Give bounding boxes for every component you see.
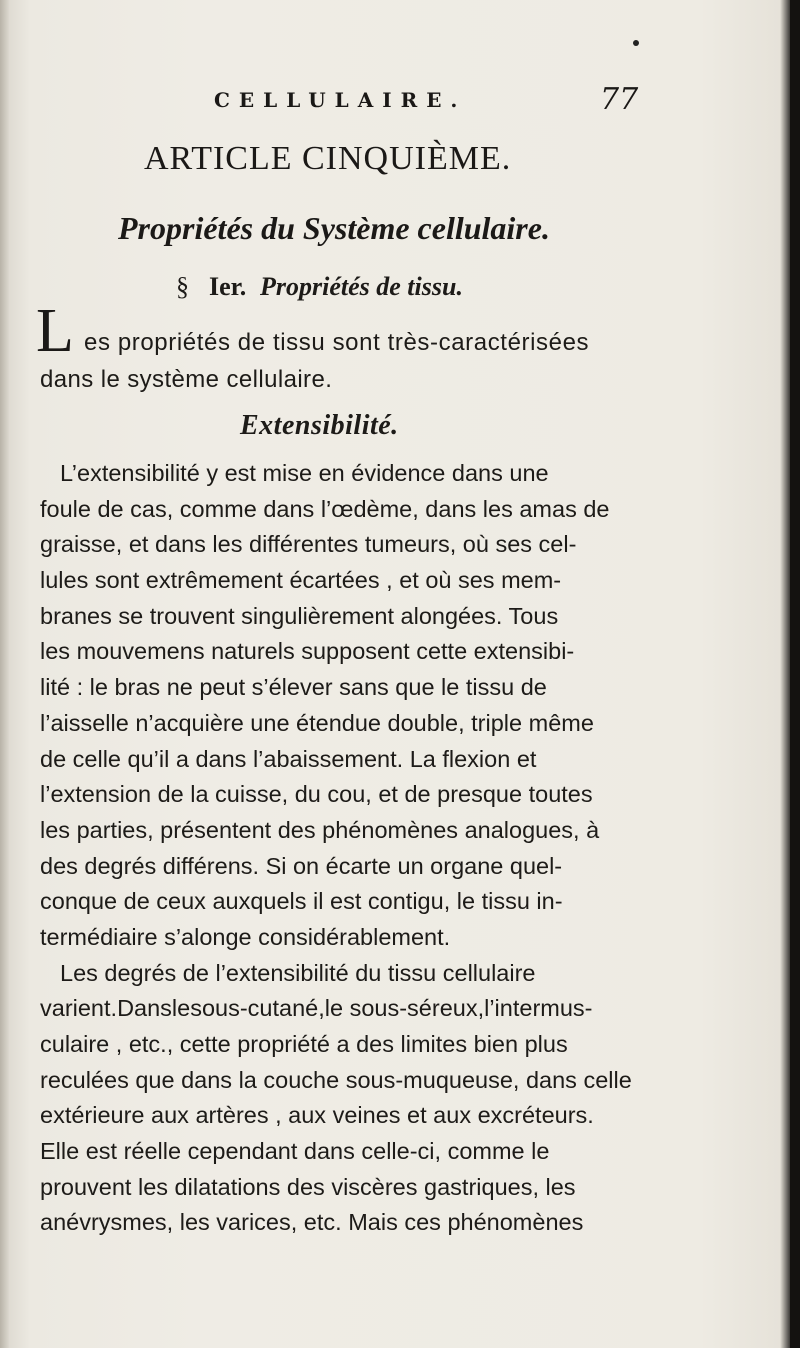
body-line: conque de ceux auxquels il est contigu, le tissu in-: [40, 888, 563, 915]
body-line: lité : le bras ne peut s’élever sans que le tissu de: [40, 674, 547, 701]
intro-line-2: dans le système cellulaire.: [40, 366, 333, 393]
body-line: L’extensibilité y est mise en évidence dans une: [60, 460, 549, 486]
body-line: prouvent les dilatations des viscères gastriques, les: [40, 1173, 576, 1200]
body-line: branes se trouvent singulièrement alongées. Tous: [40, 602, 559, 629]
drop-cap: L: [36, 297, 74, 365]
running-head: CELLULAIRE.: [214, 88, 467, 112]
ink-spot: [633, 40, 639, 46]
body-line: varient.Danslesous-cutané,le sous-séreux,l’intermus-: [40, 995, 593, 1022]
paragraph-title: Propriétés de tissu.: [260, 272, 463, 301]
body-line: foule de cas, comme dans l’œdème, dans les amas de: [40, 495, 610, 522]
body-line: Elle est réelle cependant dans celle-ci, comme le: [40, 1138, 550, 1165]
body-line: extérieure aux artères , aux veines et aux excréteurs.: [40, 1102, 594, 1129]
body-text: [40, 456, 660, 1241]
body-line: termédiaire s’alonge considérablement.: [40, 923, 451, 950]
body-line: l’extension de la cuisse, du cou, et de presque toutes: [40, 781, 593, 808]
page-left-edge: [0, 0, 9, 1348]
body-line: lules sont extrêmement écartées , et où ses mem-: [40, 567, 562, 594]
intro-line-1: es propriétés de tissu sont très-caractérisées: [84, 329, 590, 356]
body-line: des degrés différens. Si on écarte un organe quel-: [40, 852, 563, 879]
body-line: graisse, et dans les différentes tumeurs, où ses cel-: [40, 531, 577, 558]
body-line: culaire , etc., cette propriété a des limites bien plus: [40, 1031, 568, 1057]
body-line: Les degrés de l’extensibilité du tissu cellulaire: [60, 959, 536, 986]
body-line: de celle qu’il a dans l’abaissement. La flexion et: [40, 745, 537, 772]
paragraph-number: Ier.: [209, 272, 247, 301]
body-line: les mouvemens naturels supposent cette extensibi-: [40, 638, 575, 665]
body-line: l’aisselle n’acquière une étendue double, triple même: [40, 709, 594, 736]
subheading-extensibilite: Extensibilité.: [240, 410, 399, 441]
page-right-edge: [790, 0, 800, 1348]
body-line: reculées que dans la couche sous-muqueuse, dans celle: [40, 1066, 632, 1093]
body-line: anévrysmes, les varices, etc. Mais ces phénomènes: [40, 1209, 584, 1236]
body-line: les parties, présentent des phénomènes analogues, à: [40, 816, 600, 843]
page-number: 77: [600, 82, 639, 117]
page-header: [214, 82, 674, 122]
paragraph-mark: §: [176, 272, 189, 301]
section-title: Propriétés du Système cellulaire.: [118, 210, 550, 246]
article-title: ARTICLE CINQUIÈME.: [144, 140, 512, 177]
